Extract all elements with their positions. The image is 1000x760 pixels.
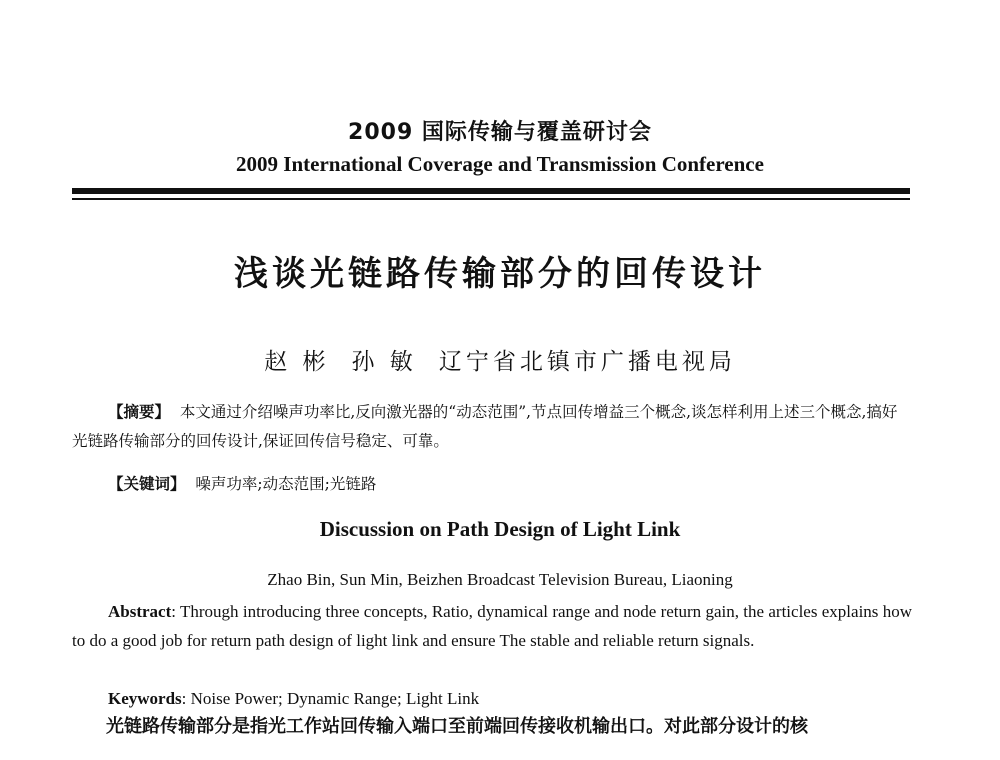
body-line-1: 光链路传输部分是指光工作站回传输入端口至前端回传接收机输出口。对此部分设计的核: [106, 716, 808, 737]
keywords-en: Keywords: Noise Power; Dynamic Range; Light Link: [108, 689, 480, 708]
authors-zh: [0, 343, 1000, 376]
abstract-zh: [72, 398, 912, 456]
conference-title-zh: 2009 国际传输与覆盖研讨会: [348, 120, 652, 145]
keywords-label-zh: 【关键词】: [108, 475, 186, 493]
abstract-text-en: Through introducing three concepts, Ratio, dynamical range and node return gain, the articles explains how to do a good job for return path design of light link and ensure The stable and reliable return signals.: [72, 602, 912, 650]
paper-title-zh: 浅谈光链路传输部分的回传设计: [234, 254, 766, 294]
header-rule-thin: [72, 198, 910, 200]
abstract-en: Abstract: Through introducing three concepts, Ratio, dynamical range and node return gain, the articles explains how to do a good job for return path design of light link and ensure The stable and reliable return signals.: [72, 602, 912, 650]
author-2-zh: 孙 敏: [351, 349, 417, 375]
keywords-label-en: Keywords: [108, 689, 182, 708]
keywords-zh: [72, 470, 912, 499]
keywords-text-zh: 噪声功率;动态范围;光链路: [195, 475, 377, 493]
conference-title-en: 2009 International Coverage and Transmission Conference: [236, 152, 764, 176]
authors-en: Zhao Bin, Sun Min, Beizhen Broadcast Television Bureau, Liaoning: [267, 570, 733, 589]
keywords-text-en: Noise Power; Dynamic Range; Light Link: [190, 689, 480, 708]
abstract-text-zh: 本文通过介绍噪声功率比,反向激光器的“动态范围”,节点回传增益三个概念,谈怎样利用上述三个概念,搞好光链路传输部分的回传设计,保证回传信号稳定、可靠。: [72, 403, 898, 450]
body-paragraph-zh: [72, 712, 932, 742]
abstract-label-zh: 【摘要】: [108, 403, 171, 421]
abstract-label-en: Abstract: [108, 602, 172, 621]
affiliation-zh: 辽宁省北镇市广播电视局: [438, 349, 736, 375]
paper-title-en: Discussion on Path Design of Light Link: [319, 517, 681, 541]
header-rule-thick: [72, 188, 910, 194]
author-1-zh: 赵 彬: [264, 349, 330, 375]
